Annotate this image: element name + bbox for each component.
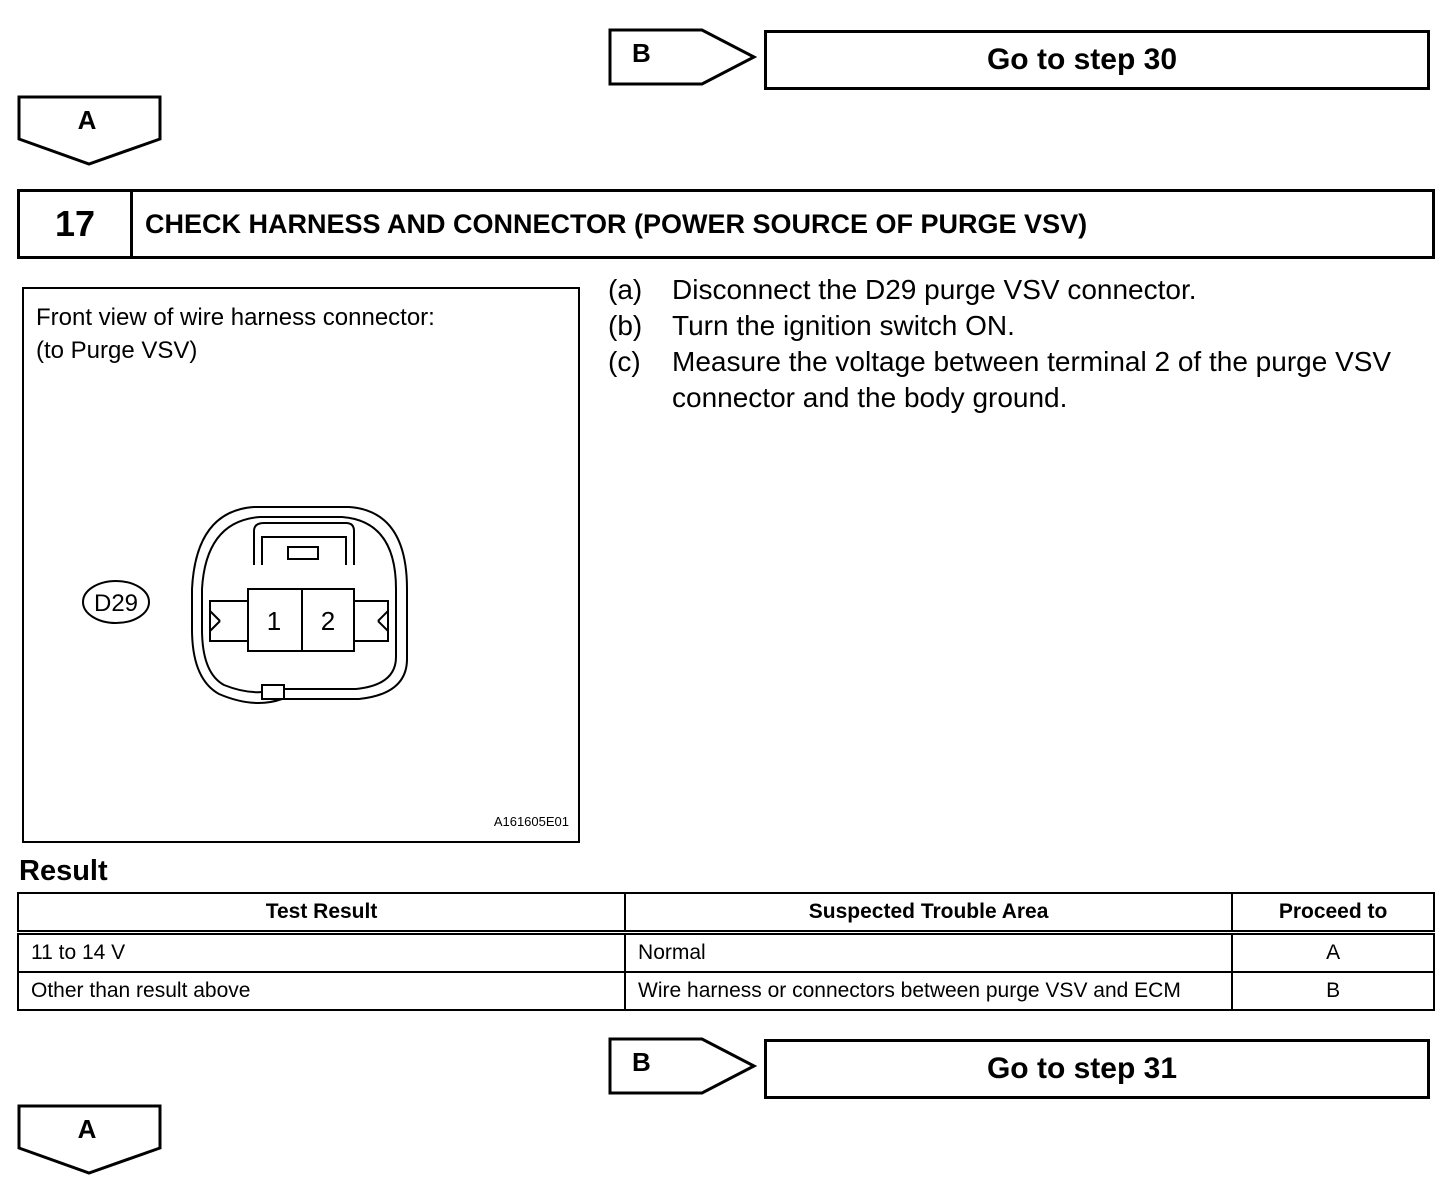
goto-step-label: Go to step 31 [986, 1052, 1178, 1085]
instruction-marker: (c) [608, 346, 641, 377]
result-heading: Result [19, 855, 108, 887]
arrow-right-icon [608, 28, 758, 88]
terminal-1: 1 [266, 606, 282, 636]
instruction-marker: (a) [608, 274, 643, 305]
table-cell: Normal [625, 933, 1232, 973]
table-cell: 11 to 14 V [18, 933, 625, 973]
figure-id: A161605E01 [493, 814, 569, 829]
terminal-2: 2 [320, 606, 336, 636]
connector-drawing [24, 289, 580, 843]
instruction-text: Measure the voltage between terminal 2 of the purge VSV connector and the body ground. [672, 346, 1392, 413]
instruction-list [608, 272, 1428, 416]
connector-latch-inner [262, 537, 346, 565]
connector-label: D29 [93, 590, 139, 617]
connector-latch-slot [288, 547, 318, 559]
goto-step-31-box[interactable] [764, 1039, 1430, 1099]
branch-b-label: B [632, 38, 651, 68]
instruction-item [608, 272, 1428, 308]
instruction-item [608, 308, 1428, 344]
connector-rail-right [354, 601, 388, 641]
branch-a-tag-bottom [17, 1104, 163, 1176]
arrow-right-icon [608, 1037, 758, 1097]
figure-caption-line2: (to Purge VSV) [36, 337, 198, 364]
step-header [17, 189, 1435, 259]
result-table [17, 892, 1435, 1011]
table-row [18, 933, 1434, 973]
goto-step-label: Go to step 30 [986, 43, 1178, 76]
connector-figure [22, 287, 580, 843]
instruction-text: Turn the ignition switch ON. [672, 310, 1015, 341]
step-number: 17 [20, 192, 133, 256]
figure-caption-line1: Front view of wire harness connector: [36, 304, 435, 331]
table-cell: B [1232, 972, 1434, 1010]
instruction-marker: (b) [608, 310, 643, 341]
column-header: Suspected Trouble Area [625, 893, 1232, 933]
table-row [18, 972, 1434, 1010]
step-title: CHECK HARNESS AND CONNECTOR (POWER SOURCE OF PURGE VSV) [145, 208, 1088, 239]
branch-a-label: A [77, 105, 97, 135]
table-cell: Wire harness or connectors between purge VSV and ECM [625, 972, 1232, 1010]
branch-a-tag-top [17, 95, 163, 167]
table-cell: Other than result above [18, 972, 625, 1010]
branch-b-arrow-bottom [608, 1037, 758, 1097]
instruction-item [608, 344, 1428, 416]
branch-b-arrow-top [608, 28, 758, 88]
instruction-text: Disconnect the D29 purge VSV connector. [672, 274, 1197, 305]
connector-key [262, 685, 284, 699]
column-header: Test Result [18, 893, 625, 933]
branch-a-label: A [77, 1114, 97, 1144]
branch-b-label: B [632, 1047, 651, 1077]
goto-step-30-box[interactable] [764, 30, 1430, 90]
connector-rail-left [210, 601, 250, 641]
table-header-row [18, 893, 1434, 933]
column-header: Proceed to [1232, 893, 1434, 933]
table-cell: A [1232, 933, 1434, 973]
